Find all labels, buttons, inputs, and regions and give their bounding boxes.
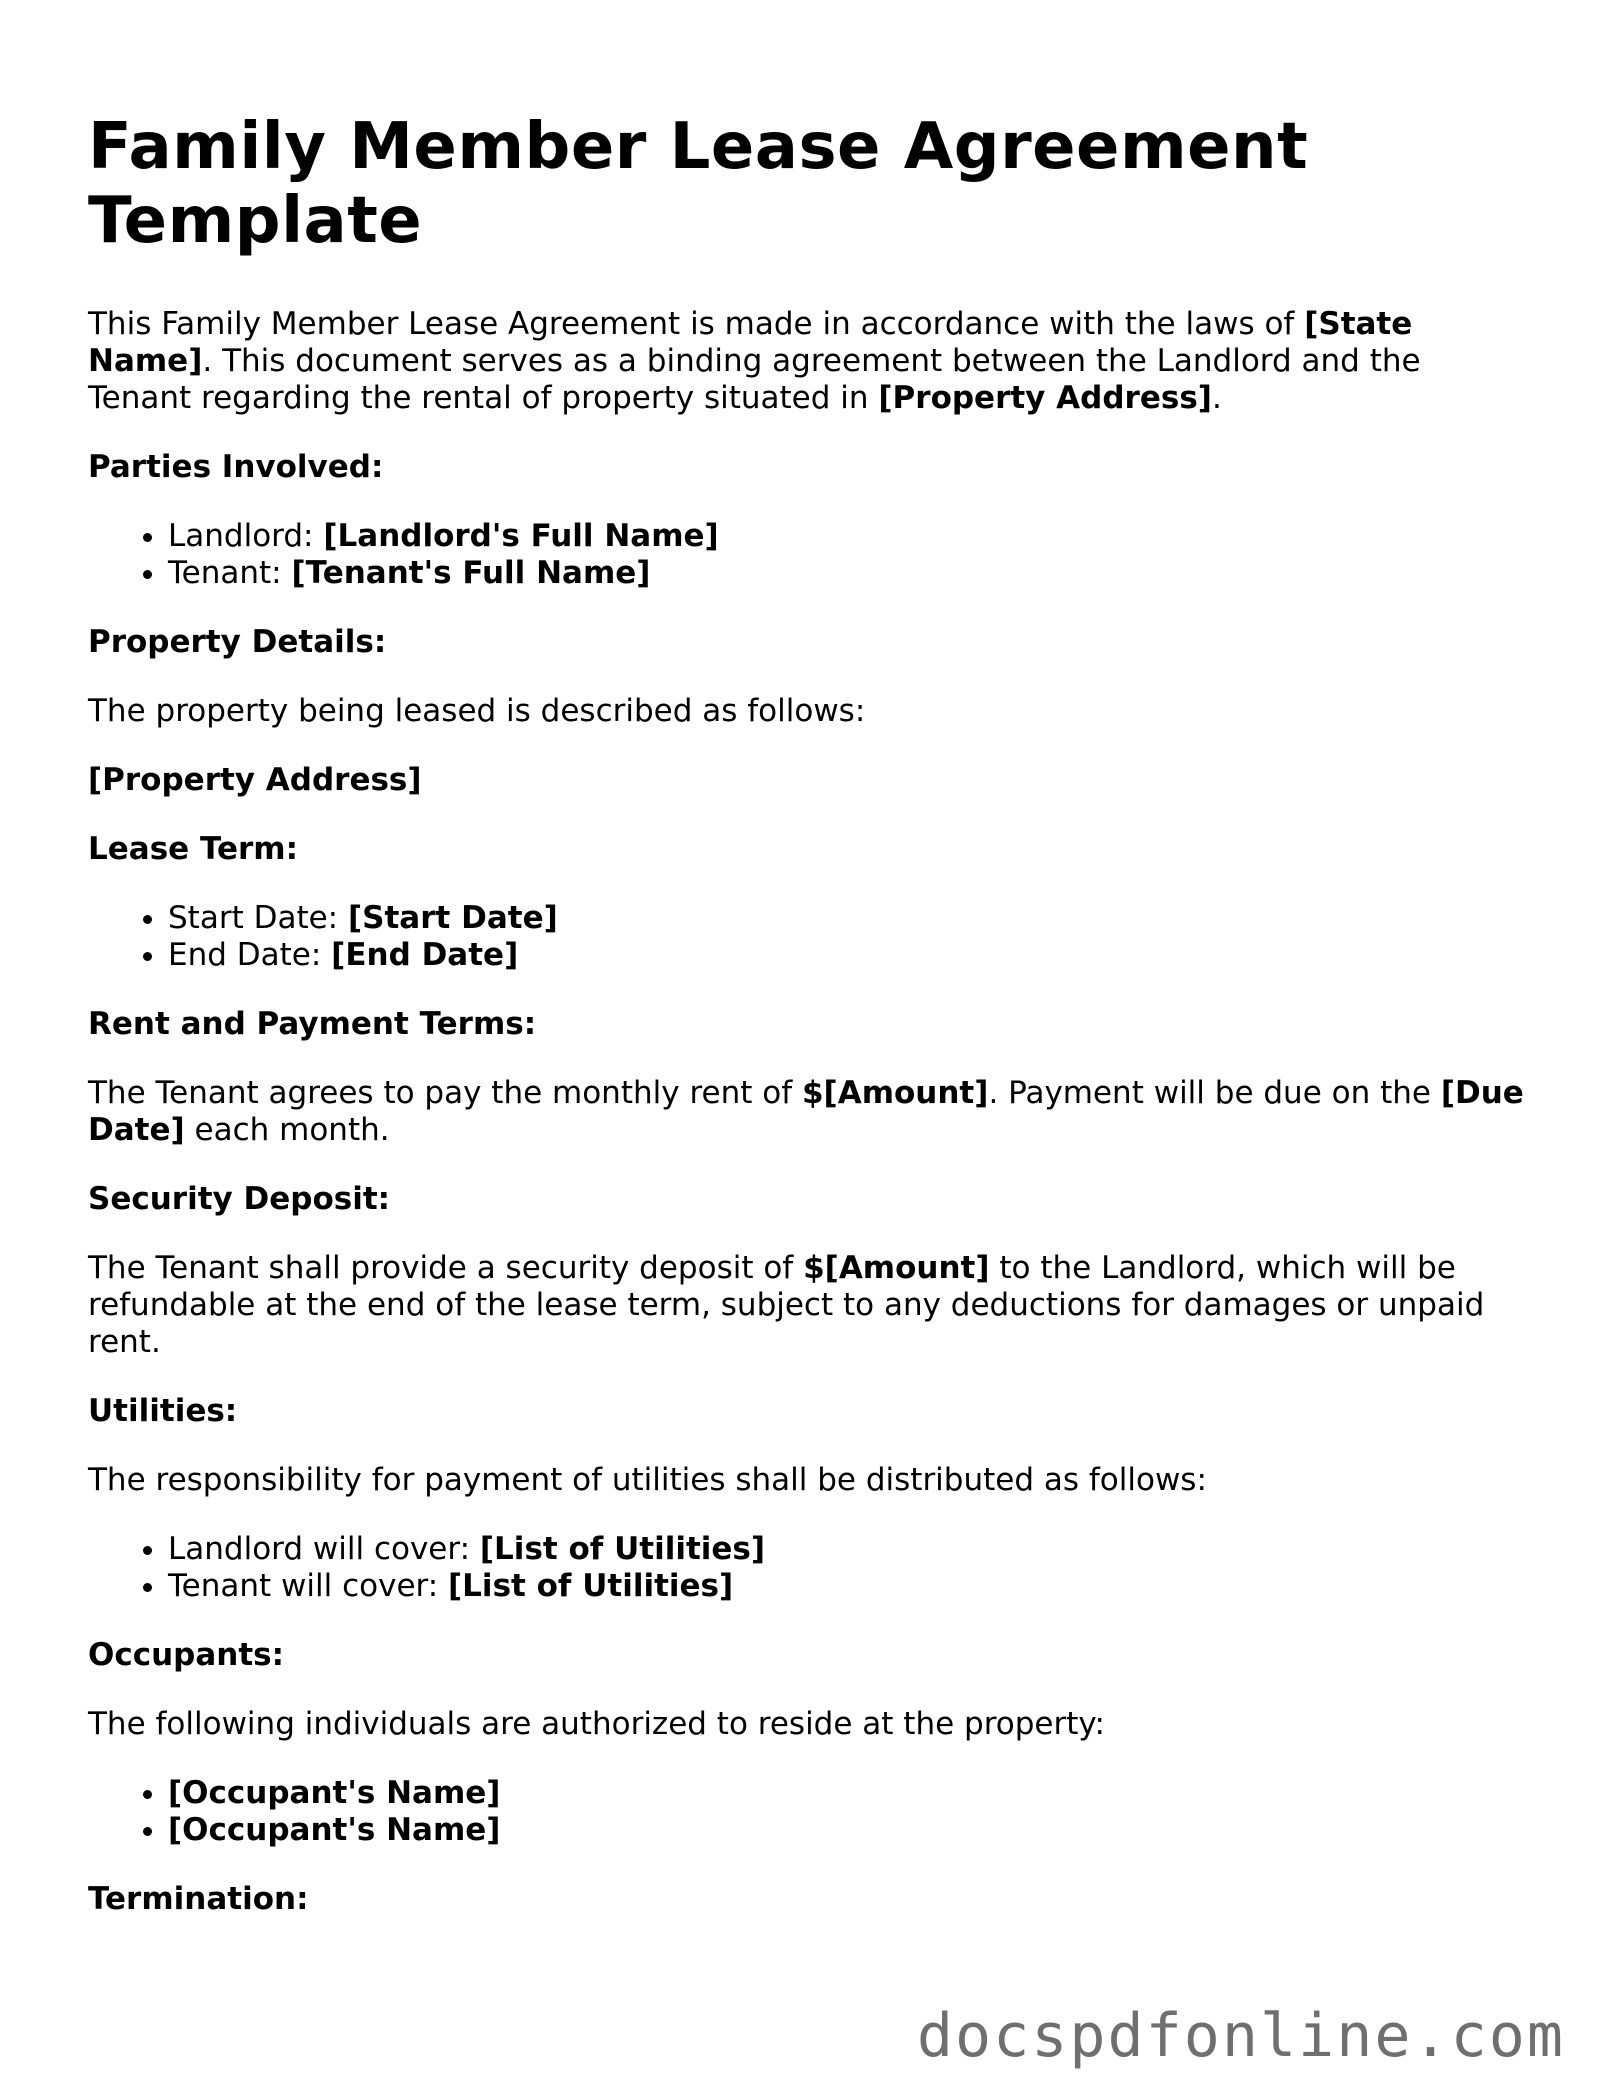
- parties-list: [88, 518, 1528, 592]
- list-item: [168, 1775, 1528, 1812]
- party-label: Tenant:: [168, 555, 292, 591]
- due-date-placeholder: [Due Date]: [88, 1075, 1524, 1148]
- property-heading: Property Details:: [88, 624, 387, 660]
- state-name-placeholder: [State Name]: [88, 306, 1413, 379]
- tenant-name-placeholder: [Tenant's Full Name]: [291, 555, 651, 591]
- occupant-name-placeholder: [Occupant's Name]: [168, 1812, 501, 1848]
- rent-text-1: The Tenant agrees to pay the monthly rent of: [88, 1075, 802, 1111]
- parties-heading: Parties Involved:: [88, 449, 384, 485]
- termination-heading: Termination:: [88, 1881, 309, 1917]
- list-item: [168, 937, 1528, 974]
- list-item: [168, 518, 1528, 555]
- intro-paragraph: [88, 306, 1528, 417]
- utility-label: Landlord will cover:: [168, 1531, 480, 1567]
- lease-term-list: [88, 900, 1528, 974]
- list-item: [168, 555, 1528, 592]
- tenant-utilities-placeholder: [List of Utilities]: [448, 1568, 734, 1604]
- lease-term-heading: Lease Term:: [88, 831, 299, 867]
- term-label: End Date:: [168, 937, 332, 973]
- occupants-list: [88, 1775, 1528, 1849]
- rent-heading: Rent and Payment Terms:: [88, 1006, 537, 1042]
- watermark: docspdfonline.com: [916, 2001, 1565, 2071]
- occupant-name-placeholder: [Occupant's Name]: [168, 1775, 501, 1811]
- party-label: Landlord:: [168, 518, 324, 554]
- rent-amount-placeholder: $[Amount]: [801, 1075, 989, 1111]
- term-label: Start Date:: [168, 900, 348, 936]
- intro-text-3: .: [1211, 380, 1222, 416]
- utilities-text: The responsibility for payment of utilities shall be distributed as follows:: [88, 1462, 1207, 1498]
- document-page: [88, 110, 1528, 1950]
- start-date-placeholder: [Start Date]: [347, 900, 558, 936]
- landlord-name-placeholder: [Landlord's Full Name]: [323, 518, 719, 554]
- list-item: [168, 1531, 1528, 1568]
- utilities-list: [88, 1531, 1528, 1605]
- intro-text-2: . This document serves as a binding agreement between the Landlord and the Tenant regarding the rental of property situated in: [88, 343, 1421, 416]
- list-item: [168, 1812, 1528, 1849]
- end-date-placeholder: [End Date]: [331, 937, 519, 973]
- rent-paragraph: [88, 1075, 1528, 1149]
- property-address: [Property Address]: [88, 762, 422, 798]
- deposit-text-1: The Tenant shall provide a security deposit of: [88, 1250, 804, 1286]
- landlord-utilities-placeholder: [List of Utilities]: [479, 1531, 766, 1567]
- rent-text-3: each month.: [184, 1112, 390, 1148]
- deposit-text-2: to the Landlord, which will be refundable at the end of the lease term, subject to any deductions for damages or unpaid rent.: [88, 1250, 1485, 1360]
- list-item: [168, 1568, 1528, 1605]
- utilities-heading: Utilities:: [88, 1393, 238, 1429]
- rent-text-2: . Payment will be due on the: [988, 1075, 1441, 1111]
- property-text: The property being leased is described as follows:: [88, 693, 866, 729]
- occupants-text: The following individuals are authorized to reside at the property:: [88, 1706, 1105, 1742]
- intro-text-1: This Family Member Lease Agreement is made in accordance with the laws of: [88, 306, 1305, 342]
- utility-label: Tenant will cover:: [168, 1568, 449, 1604]
- deposit-paragraph: [88, 1250, 1528, 1361]
- deposit-amount-placeholder: $[Amount]: [803, 1250, 990, 1286]
- list-item: [168, 900, 1528, 937]
- deposit-heading: Security Deposit:: [88, 1181, 391, 1217]
- occupants-heading: Occupants:: [88, 1637, 285, 1673]
- page-title: Family Member Lease Agreement Template: [88, 110, 1309, 258]
- property-address-placeholder: [Property Address]: [878, 380, 1212, 416]
